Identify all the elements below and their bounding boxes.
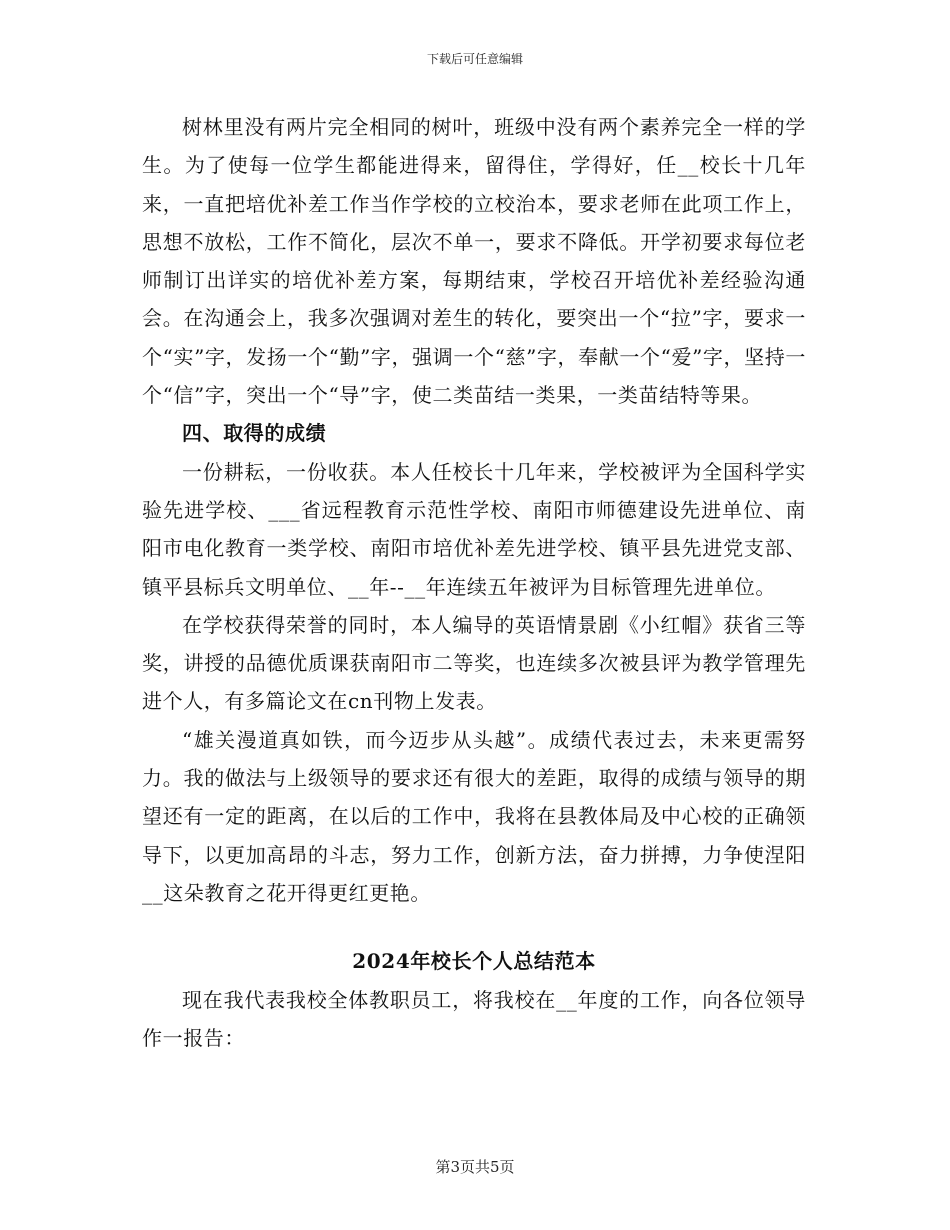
paragraph-training: 树林里没有两片完全相同的树叶，班级中没有两个素养完全一样的学生。为了使每一位学生都能进得来，留得住，学得好，任__校长十几年来，一直把培优补差工作当作学校的立校治本，要求老师在此项工作上，思想不放松，工作不简化，层次不单一，要求不降低。开学初要求每位老师制订出详实的培优补差方案，每期结束，学校召开培优补差经验沟通会。在沟通会上，我多次强调对差生的转化，要突出一个“拉”字，要求一个“实”字，发扬一个“勤”字，强调一个“慈”字，奉献一个“爱”字，坚持一个“信”字，突出一个“导”字，使二类苗结一类果，一类苗结特等果。 bbox=[142, 115, 806, 408]
section-heading-achievements: 四、取得的成绩 bbox=[182, 421, 327, 446]
page-header: 下载后可任意编辑 bbox=[426, 52, 523, 66]
paragraph-report-intro: 现在我代表我校全体教职员工，将我校在__年度的工作，向各位领导作一报告： bbox=[142, 987, 806, 1050]
paragraph-achievements-1: 一份耕耘，一份收获。本人任校长十几年来，学校被评为全国科学实验先进学校、___省远程教育示范性学校、南阳市师德建设先进单位、南阳市电化教育一类学校、南阳市培优补差先进学校、镇平县先进党支部、镇平县标兵文明单位、__年--__年连续五年被评为目标管理先进单位。 bbox=[142, 459, 806, 599]
paragraph-achievements-2: 在学校获得荣誉的同时，本人编导的英语情景剧《小红帽》获省三等奖，讲授的品德优质课获南阳市二等奖，也连续多次被县评为教学管理先进个人，有多篇论文在cn刊物上发表。 bbox=[142, 612, 806, 714]
page-footer: 第3页共5页 bbox=[435, 1158, 515, 1176]
document-body bbox=[142, 108, 806, 1057]
paragraph-achievements-3: “雄关漫道真如铁，而今迈步从头越”。成绩代表过去，未来更需努力。我的做法与上级领导的要求还有很大的差距，取得的成绩与领导的期望还有一定的距离，在以后的工作中，我将在县教体局及中心校的正确领导下，以更加高昂的斗志，努力工作，创新方法，奋力拼搏，力争使涅阳__这朵教育之花开得更红更艳。 bbox=[142, 727, 806, 905]
document-title: 2024年校长个人总结范本 bbox=[352, 949, 596, 974]
